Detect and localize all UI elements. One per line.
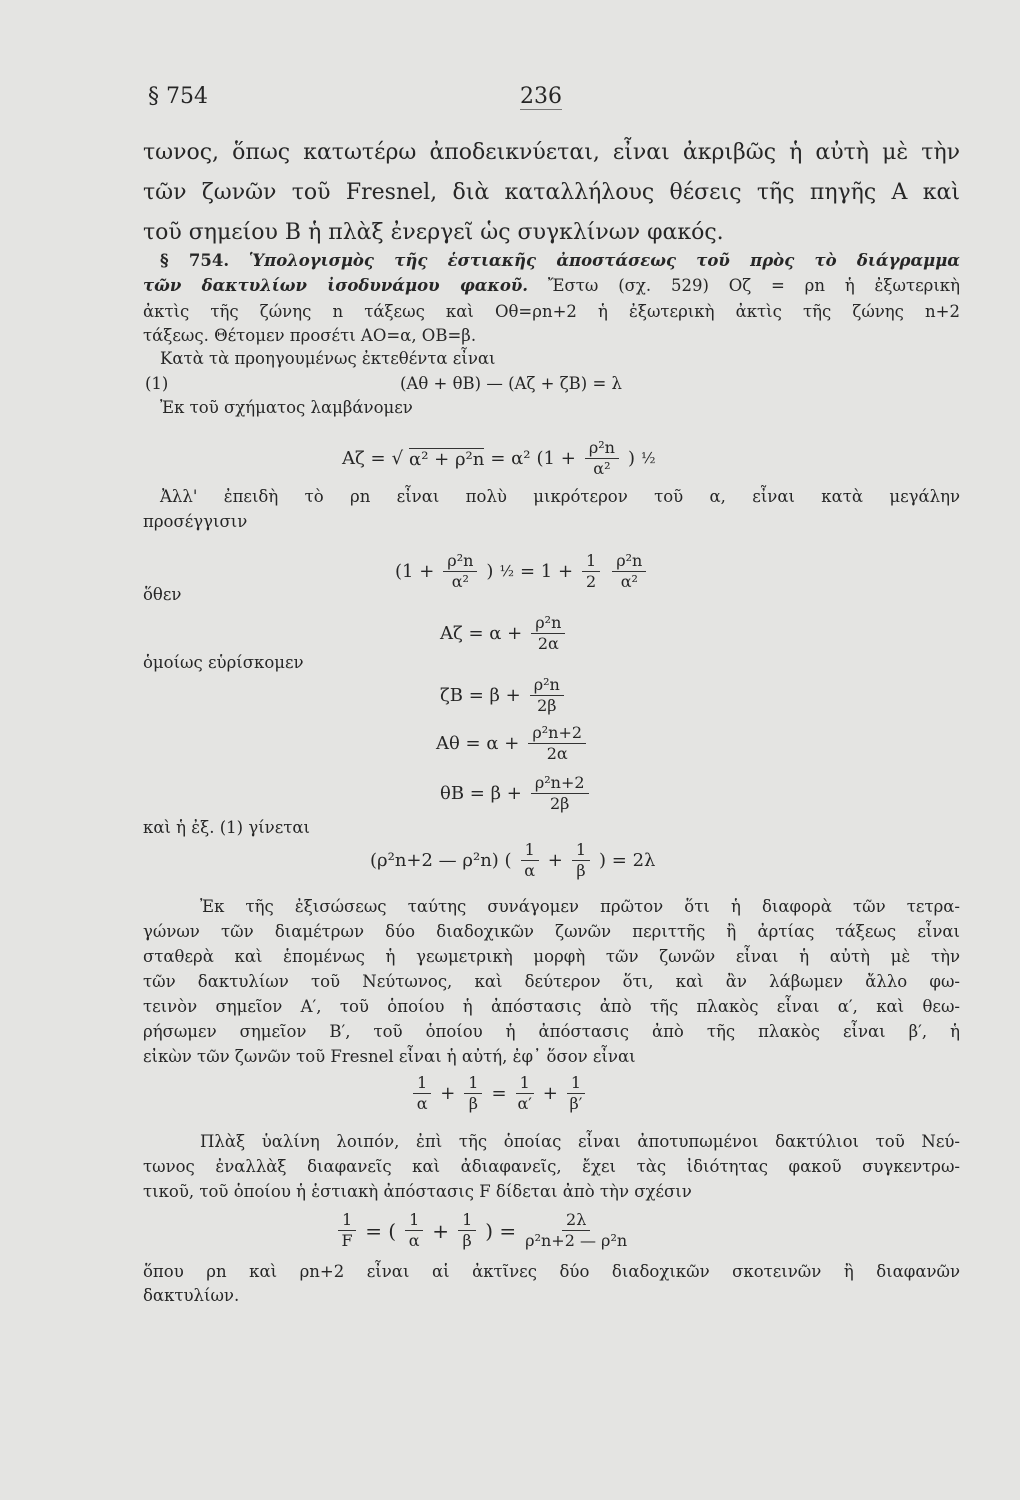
- section-number: § 754: [148, 84, 208, 109]
- text-line: τικοῦ, τοῦ ὁποίου ἡ ἑστιακὴ ἀπόστασις F δίδεται ἀπὸ τὴν σχέσιν: [143, 1182, 692, 1201]
- text-line: τωνος ἐναλλὰξ διαφανεῖς καὶ ἀδιαφανεῖς, ἔχει τὰς ἰδιότητας φακοῦ συγκεντρω-: [143, 1157, 960, 1176]
- text-line: Ἐκ τοῦ σχήματος λαμβάνομεν: [160, 398, 413, 417]
- section-label: § 754.: [160, 251, 230, 270]
- text-line: Ἀλλ' ἐπειδὴ τὸ ρn εἶναι πολὺ μικρότερον τοῦ α, εἶναι κατὰ μεγάλην: [160, 487, 960, 506]
- equation-focal: $\frac{1}{F}$ = ( $\frac{1}{\alpha}$ + $\frac{1}{\beta}$ ) = $\frac{2\lambda}{\text{ρ²n+2 — ρ²n}}$: [335, 1212, 630, 1249]
- text-line: προσέγγισιν: [143, 512, 248, 531]
- equation-approx: (1 + $\frac{\text{ρ²n}}{\text{α²}}$ ) ½ = 1 + $\frac{1}{2}$ $\frac{\text{ρ²n}}{\text{α²}}$: [395, 553, 649, 590]
- text-line: τωνος, ὅπως κατωτέρω ἀποδεικνύεται, εἶναι ἀκριβῶς ἡ αὐτὴ μὲ τὴν: [143, 140, 960, 165]
- text-line: ὁμοίως εὑρίσκομεν: [143, 653, 304, 672]
- equation-az: Αζ = α + $\frac{\text{ρ²n}}{2\alpha}$: [440, 615, 568, 652]
- text-line: Ἔστω (σχ. 529) Οζ = ρn ἡ ἐξωτερικὴ: [547, 276, 960, 295]
- text-line: δακτυλίων.: [143, 1286, 240, 1305]
- text-line: Πλὰξ ὑαλίνη λοιπόν, ἐπὶ τῆς ὁποίας εἶναι ἀποτυπωμένοι δακτύλιοι τοῦ Νεύ-: [200, 1132, 960, 1151]
- section-title: Ὑπολογισμὸς τῆς ἑστιακῆς ἀποστάσεως τοῦ πρὸς τὸ διάγραμμα: [248, 251, 961, 270]
- text-line: ρήσωμεν σημεῖον Β′, τοῦ ὁποίου ἡ ἀπόστασις ἀπὸ τῆς πλακὸς εἶναι β′, ἡ: [143, 1022, 960, 1041]
- equation-tb: θΒ = β + $\frac{\text{ρ²n+2}}{2\beta}$: [440, 775, 592, 812]
- text-line: τῶν δακτυλίων τοῦ Νεύτωνος, καὶ δεύτερον ὅτι, καὶ ἂν λάβωμεν ἄλλο φω-: [143, 972, 960, 991]
- equation-1: (Αθ + θΒ) — (Αζ + ζΒ) = λ: [400, 374, 622, 393]
- text-line: ἀκτὶς τῆς ζώνης n τάξεως καὶ Οθ=ρn+2 ἡ ἐξωτερικὴ ἀκτὶς τῆς ζώνης n+2: [143, 302, 960, 321]
- text-line: τῶν ζωνῶν τοῦ Fresnel, διὰ καταλλήλους θέσεις τῆς πηγῆς Α καὶ: [143, 180, 960, 205]
- text-line: εἰκὼν τῶν ζωνῶν τοῦ Fresnel εἶναι ἡ αὐτή, ἐφ᾽ ὅσον εἶναι: [143, 1047, 636, 1066]
- text-line: Ἐκ τῆς ἐξισώσεως ταύτης συνάγομεν πρῶτον ὅτι ἡ διαφορὰ τῶν τετρα-: [200, 897, 960, 916]
- text-line: τεινὸν σημεῖον Α′, τοῦ ὁποίου ἡ ἀπόστασις ἀπὸ τῆς πλακὸς εἶναι α′, καὶ θεω-: [143, 997, 960, 1016]
- text-line: ὅθεν: [143, 585, 182, 604]
- text-line: Κατὰ τὰ προηγουμένως ἐκτεθέντα εἶναι: [160, 349, 496, 368]
- equation-zb: ζΒ = β + $\frac{\text{ρ²n}}{2\beta}$: [440, 677, 567, 714]
- equation-label: (1): [145, 374, 169, 393]
- text-line: ὅπου ρn καὶ ρn+2 εἶναι αἱ ἀκτῖνες δύο διαδοχικῶν σκοτεινῶν ἢ διαφανῶν: [143, 1262, 960, 1281]
- equation-final: (ρ²n+2 — ρ²n) ( $\frac{1}{\alpha}$ + $\frac{1}{\beta}$ ) = 2λ: [370, 840, 656, 880]
- equation-lens: $\frac{1}{\alpha}$ + $\frac{1}{\beta}$ = $\frac{1}{\alpha'}$ + $\frac{1}{\beta'}$: [410, 1075, 588, 1112]
- text-line: γώνων τῶν διαμέτρων δύο διαδοχικῶν ζωνῶν περιττῆς ἢ ἀρτίας τάξεως εἶναι: [143, 922, 960, 941]
- page-number: 236: [520, 84, 562, 109]
- text-line: σταθερὰ καὶ ἑπομένως ἡ γεωμετρικὴ μορφὴ τῶν ζωνῶν εἶναι ἡ αὐτὴ μὲ τὴν: [143, 947, 960, 966]
- text-line: καὶ ἡ ἐξ. (1) γίνεται: [143, 818, 310, 837]
- equation-az-sqrt: Αζ = √ α² + ρ²n = α² (1 + $\frac{\text{ρ²n}}{\text{α²}}$ ) ½: [342, 438, 656, 478]
- text-line: τάξεως. Θέτομεν προσέτι ΑΟ=α, ΟΒ=β.: [143, 326, 477, 345]
- text-line: τοῦ σημείου Β ἡ πλὰξ ἐνεργεῖ ὡς συγκλίνων φακός.: [143, 220, 724, 245]
- equation-at: Αθ = α + $\frac{\text{ρ²n+2}}{2\alpha}$: [436, 725, 589, 762]
- section-title-cont: τῶν δακτυλίων ἰσοδυνάμου φακοῦ.: [143, 276, 529, 295]
